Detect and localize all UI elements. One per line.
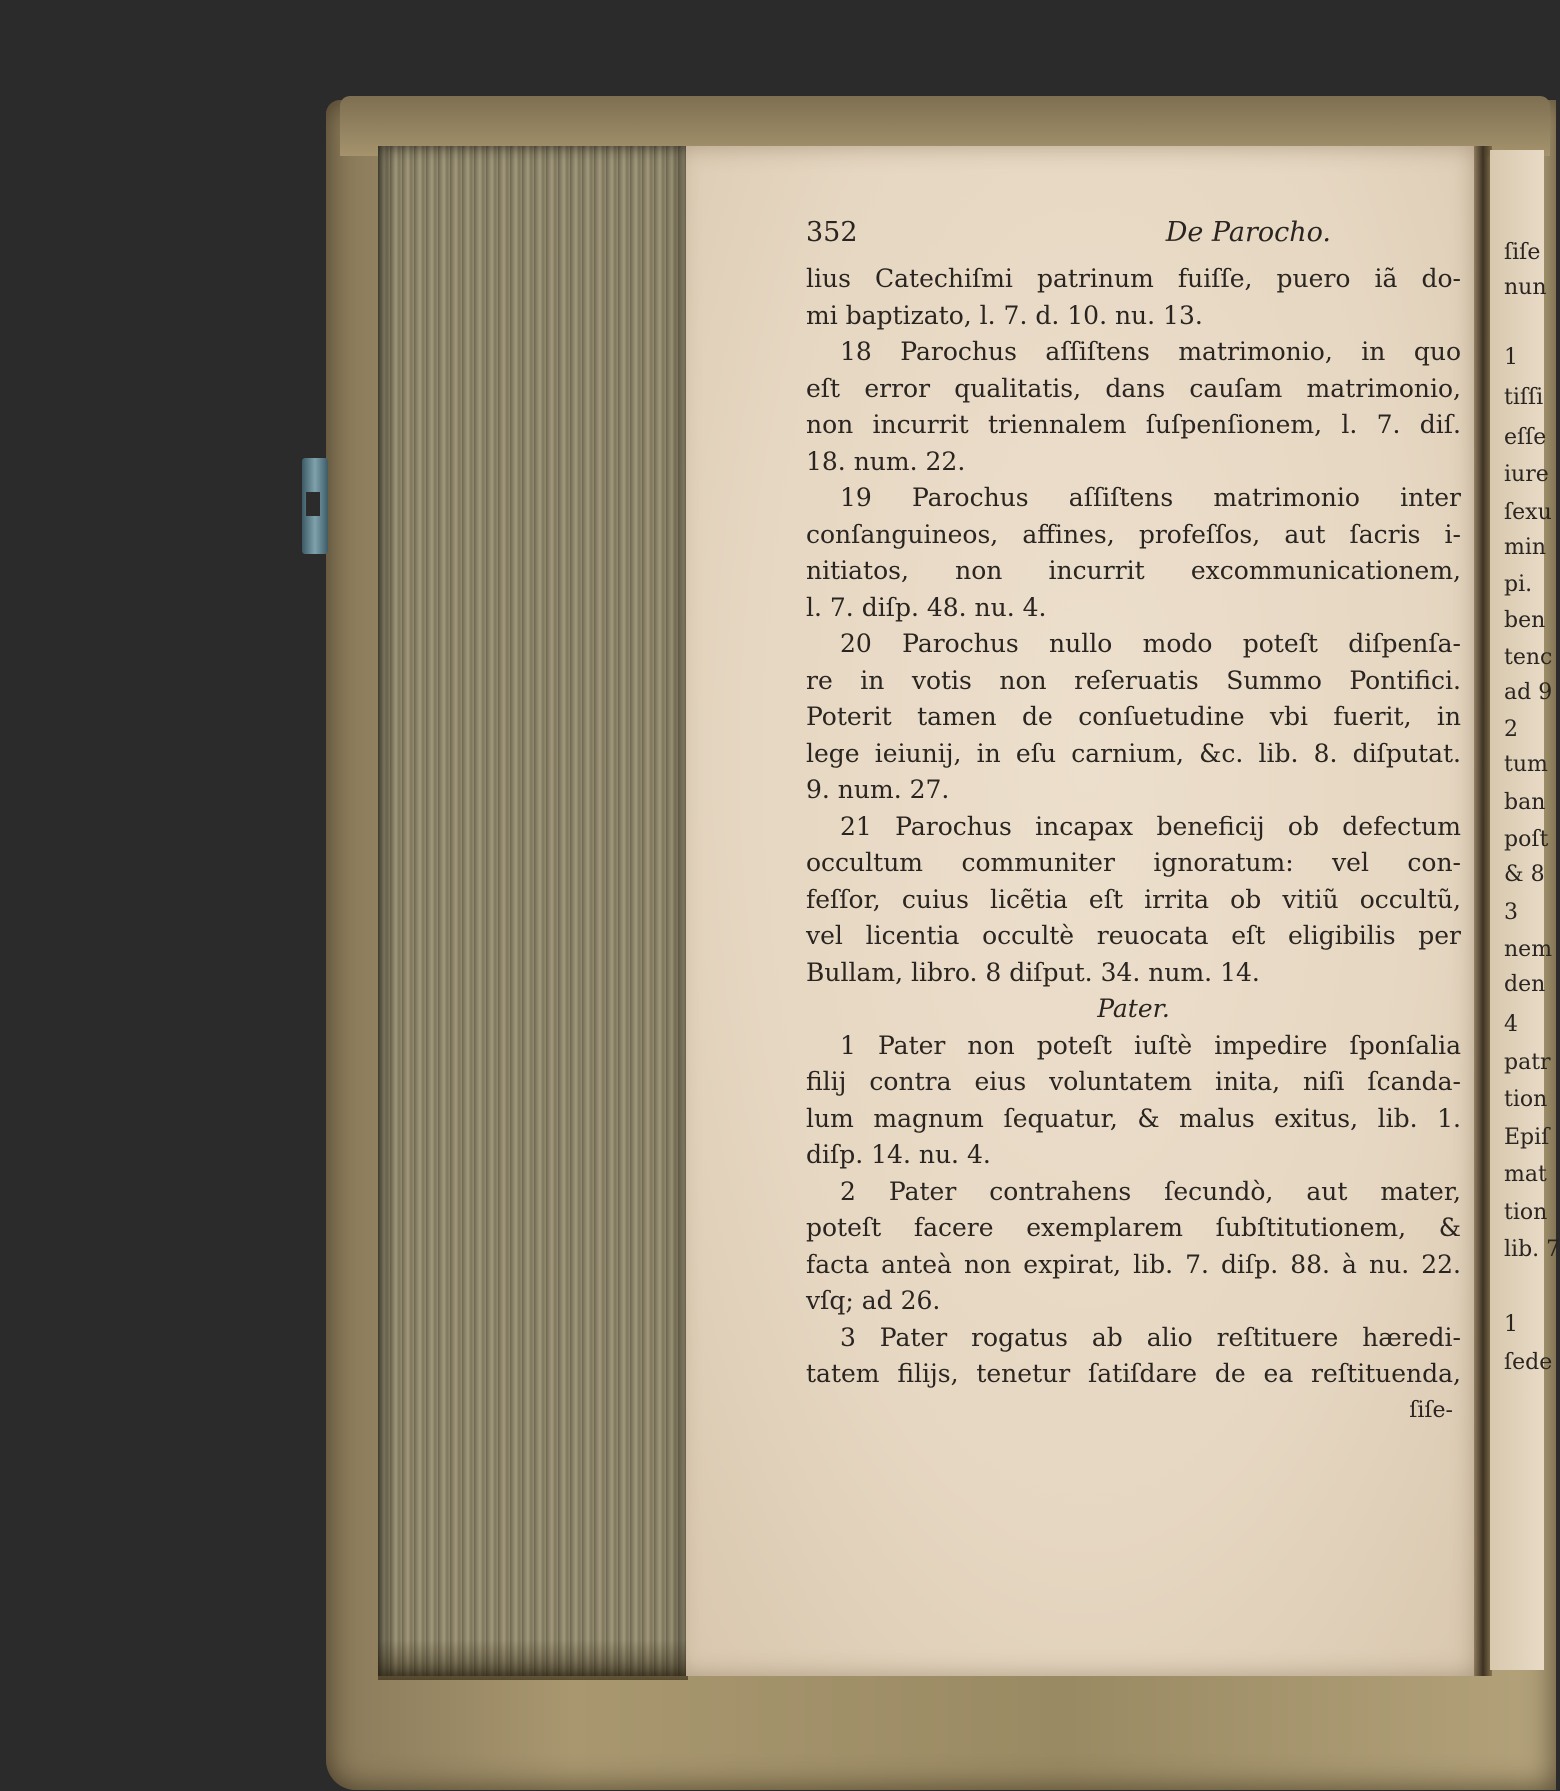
text-line: lum magnum ſequatur, & malus exitus, lib. 1. — [806, 1103, 1461, 1133]
text-line: non incurrit triennalem ſuſpenſionem, l. 7. diſ. — [806, 410, 1461, 439]
page-text — [806, 215, 1461, 1429]
running-head: De Parocho. — [1165, 217, 1331, 248]
text-line: occultum communiter ignoratum: vel con- — [806, 848, 1461, 877]
facing-page-fragment: tum — [1504, 752, 1548, 777]
text-line: 3 Pater rogatus ab alio reſtituere hæredi- — [840, 1322, 1461, 1352]
text-line: 21 Parochus incapax beneficij ob defectum — [840, 811, 1461, 841]
catchword: ſiſe- — [1409, 1397, 1453, 1423]
text-line: lius Catechiſmi patrinum fuiſſe, puero iã do- — [806, 264, 1461, 293]
text-line: re in votis non reſeruatis Summo Pontifici. — [806, 665, 1461, 695]
facing-page-fragment: pi. — [1504, 572, 1533, 597]
facing-page-fragment: ſiſe — [1504, 240, 1541, 265]
text-line: feſſor, cuius licẽtia eſt irrita ob vitiũ occultũ, — [806, 884, 1461, 914]
facing-page-fragment: mat — [1504, 1162, 1547, 1187]
page-number: 352 — [806, 217, 858, 248]
facing-page-fragment: ben — [1504, 608, 1546, 633]
text-line: facta anteà non expirat, lib. 7. diſp. 88. à nu. 22. — [806, 1249, 1461, 1279]
facing-page-fragment: tenc — [1504, 645, 1553, 670]
facing-page-fragment: tiſſi — [1504, 385, 1544, 410]
facing-page-fragment: 2 — [1504, 717, 1518, 742]
facing-page-fragment: 1 — [1504, 1312, 1518, 1337]
text-line: conſanguineos, affines, profeſſos, aut ſacris i- — [806, 519, 1461, 549]
text-line: eſt error qualitatis, dans cauſam matrimonio, — [806, 373, 1461, 403]
text-line: 19 Parochus aſſiſtens matrimonio inter — [840, 483, 1461, 512]
text-line: Poterit tamen de conſuetudine vbi fuerit, in — [806, 702, 1461, 731]
text-block-parochus — [806, 261, 1461, 991]
facing-page-fragment: tion — [1504, 1200, 1548, 1225]
facing-page-fragment: patr — [1504, 1050, 1551, 1075]
page-edges — [378, 146, 688, 1676]
facing-page-fragment: lib. 7 — [1504, 1237, 1560, 1262]
facing-page-fragment: ban — [1504, 790, 1546, 815]
text-block-pater — [806, 1028, 1461, 1393]
facing-page-fragment: ſexu — [1504, 500, 1552, 525]
facing-page-fragment: den — [1504, 972, 1546, 997]
facing-page-fragment: eſſe — [1504, 425, 1547, 450]
text-line: poteſt facere exemplarem ſubſtitutionem, & — [806, 1213, 1461, 1242]
text-line: lege ieiunij, in eſu carnium, &c. lib. 8. diſputat. — [806, 738, 1461, 768]
facing-page-fragment: min — [1504, 535, 1547, 560]
text-line: 18 Parochus aſſiſtens matrimonio, in quo — [840, 337, 1461, 366]
facing-page-fragment: 1 — [1504, 345, 1518, 370]
page-edges-shadow — [378, 1640, 688, 1680]
facing-page-fragment: nun — [1504, 275, 1547, 300]
facing-page-fragment: iure — [1504, 462, 1549, 487]
facing-page-fragment: ſede — [1504, 1350, 1553, 1375]
text-line: mi baptizato, l. 7. d. 10. nu. 13. — [806, 300, 1203, 330]
text-line: filij contra eius voluntatem inita, niſi ſcanda- — [806, 1067, 1461, 1096]
facing-page-fragment: & 8 — [1504, 862, 1545, 887]
facing-page-fragment: 3 — [1504, 900, 1518, 925]
facing-page-fragment: 4 — [1504, 1012, 1518, 1037]
text-line: 9. num. 27. — [806, 775, 950, 804]
text-line: 1 Pater non poteſt iuſtè impedire ſponſalia — [840, 1030, 1461, 1060]
text-line: 2 Pater contrahens ſecundò, aut mater, — [840, 1176, 1461, 1206]
metal-clasp — [302, 458, 328, 554]
facing-page-fragment: nem — [1504, 937, 1553, 962]
facing-page-fragment: Epiſ — [1504, 1125, 1550, 1150]
text-line: 20 Parochus nullo modo poteſt diſpenſa- — [840, 629, 1461, 658]
facing-page-fragment: tion — [1504, 1087, 1548, 1112]
text-line: Bullam, libro. 8 diſput. 34. num. 14. — [806, 957, 1260, 987]
text-line: nitiatos, non incurrit excommunicationem, — [806, 556, 1461, 585]
text-line: tatem filijs, tenetur ſatiſdare de ea reſtituenda, — [806, 1359, 1461, 1388]
page-header — [806, 215, 1461, 255]
text-line: diſp. 14. nu. 4. — [806, 1140, 991, 1169]
text-line: l. 7. diſp. 48. nu. 4. — [806, 592, 1047, 622]
text-line: 18. num. 22. — [806, 446, 966, 476]
facing-page-fragment: ad 9 — [1504, 680, 1553, 705]
section-heading: Pater. — [1097, 994, 1170, 1023]
text-line: vel licentia occultè reuocata eſt eligibilis per — [806, 921, 1461, 950]
text-line: vſq; ad 26. — [806, 1286, 941, 1315]
facing-page-fragment: poſt — [1504, 827, 1549, 852]
